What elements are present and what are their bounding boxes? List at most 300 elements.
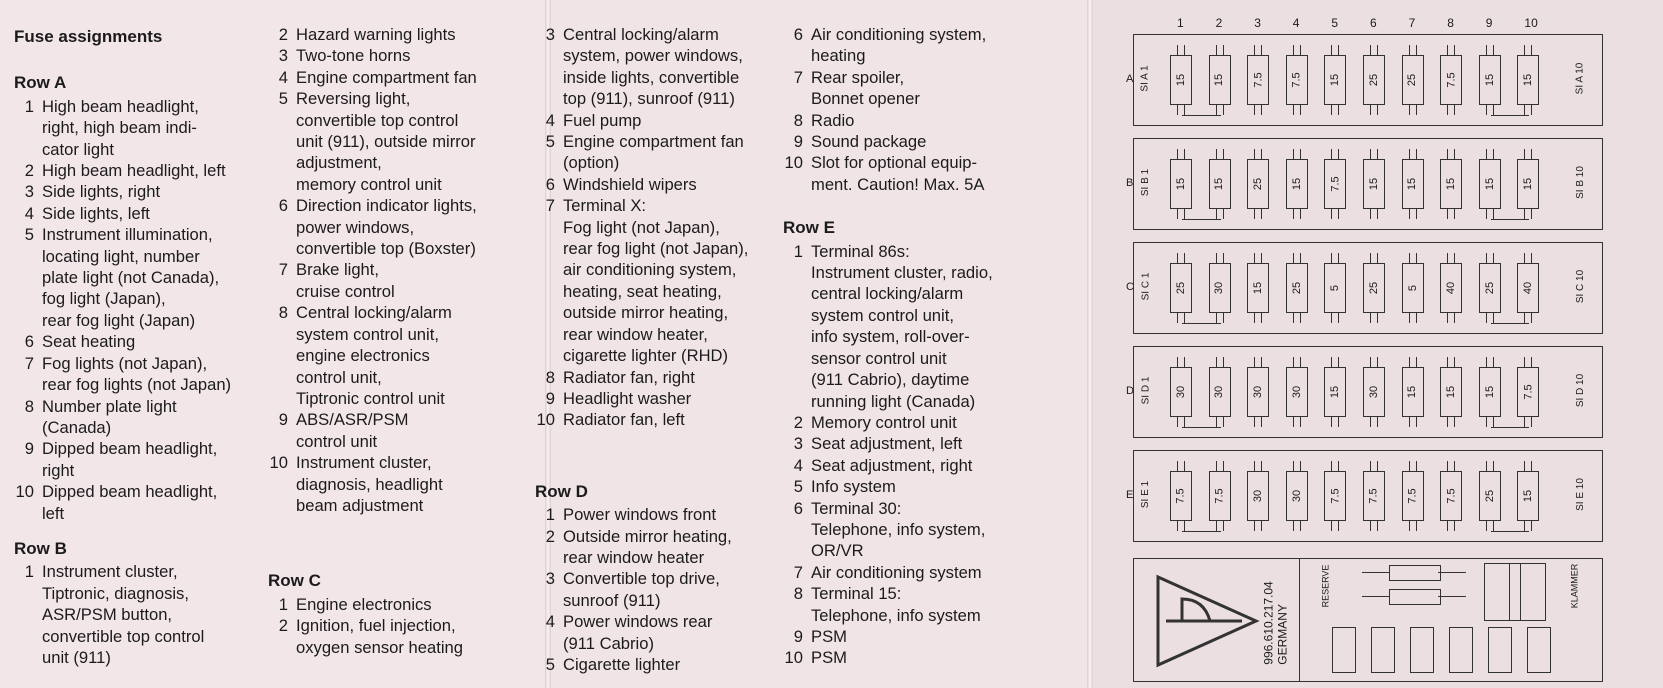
fuse-number: 1	[278, 594, 288, 614]
fuse-slot	[1247, 367, 1269, 417]
fuse-entry	[783, 476, 1045, 497]
fuse-slot	[1209, 471, 1231, 521]
fuse-rating: 25	[1368, 73, 1380, 87]
fuse-description: Terminal 30: Telephone, info system, OR/VR	[811, 498, 986, 561]
fuse-rating: 15	[1290, 177, 1303, 191]
fuse-entry	[268, 195, 540, 259]
fuse-terminal	[1293, 417, 1301, 427]
fuse-terminal	[1293, 357, 1301, 367]
spare-fuse-slot	[1449, 627, 1473, 673]
fuse-entry	[268, 67, 540, 88]
fuse-number: 8	[545, 367, 555, 387]
fuse-terminal	[1447, 149, 1455, 159]
fuse-terminal	[1370, 253, 1378, 263]
fuse-entry	[783, 412, 1045, 433]
part-number-label	[1262, 581, 1290, 664]
fuse-description: Terminal 15: Telephone, info system	[811, 584, 981, 625]
fuse-rating: 30	[1290, 489, 1303, 503]
fuse-terminal	[1486, 461, 1494, 471]
fuse-slot	[1324, 55, 1346, 105]
fuse-description: Brake light, cruise control	[296, 260, 395, 301]
fuse-number: 3	[278, 46, 288, 66]
fuse-rating: 15	[1445, 385, 1458, 399]
fuse-number: 3	[24, 182, 34, 202]
bus-bar	[1491, 421, 1530, 428]
fuse-number: 2	[278, 616, 288, 636]
fuse-entry	[535, 131, 795, 174]
bus-bar	[1491, 109, 1530, 116]
fuse-terminal	[1216, 149, 1224, 159]
fuse-terminal	[1331, 253, 1339, 263]
fuse-slot	[1517, 367, 1539, 417]
wire	[1362, 596, 1390, 597]
fuse-terminal	[1409, 461, 1417, 471]
fuse-terminal	[1370, 417, 1378, 427]
fuse-entry	[783, 455, 1045, 476]
fuse-slot	[1440, 159, 1462, 209]
fuse-description: Convertible top drive, sunroof (911)	[563, 569, 720, 610]
fuse-description: PSM	[811, 648, 847, 668]
fuse-row	[1126, 346, 1603, 438]
fuse-description: Terminal 86s: Instrument cluster, radio, central locking/alarm system control unit, info system, roll-over- sensor control unit (911 Cabrio), daytime running light (Canada)	[811, 241, 993, 411]
fuse-slot	[1402, 55, 1424, 105]
fuse-terminal	[1447, 357, 1455, 367]
fuse-number: 6	[793, 498, 803, 518]
fuse-number: 3	[545, 569, 555, 589]
fuse-slot	[1517, 55, 1539, 105]
fuse-number: 6	[278, 196, 288, 216]
fuse-description: Radiator fan, right	[563, 367, 695, 387]
fuse-description: Slot for optional equip- ment. Caution! Max. 5A	[811, 153, 985, 194]
fuse-slot	[1324, 159, 1346, 209]
fuse-slot	[1440, 367, 1462, 417]
fuse-number: 5	[24, 225, 34, 245]
fuse-description: Direction indicator lights, power windows, convertible top (Boxster)	[296, 196, 477, 259]
part-number: 996.610.217.04	[1261, 581, 1276, 665]
fuse-slot	[1402, 263, 1424, 313]
fuse-terminal	[1447, 45, 1455, 55]
fuse-terminal	[1254, 357, 1262, 367]
fuse-rating: 7.5	[1329, 176, 1342, 192]
column-number: 9	[1485, 16, 1493, 30]
fuse-terminal	[1447, 209, 1455, 219]
fuse-terminal	[1293, 105, 1301, 115]
fuse-entry	[783, 433, 1045, 454]
fuse-number: 7	[545, 196, 555, 216]
fuse-terminal	[1254, 313, 1262, 323]
fuse-number: 8	[278, 303, 288, 323]
fuse-entry	[783, 67, 1045, 110]
fuse-slot	[1324, 367, 1346, 417]
fuse-rating: 7.5	[1329, 488, 1342, 504]
fuse-terminal	[1254, 521, 1262, 531]
fuse-terminal	[1216, 357, 1224, 367]
fuse-entry	[14, 160, 276, 181]
fuse-entry	[535, 611, 795, 654]
fuse-slot	[1479, 263, 1501, 313]
fuse-terminal	[1293, 313, 1301, 323]
row-end-id: SI A 10	[1574, 62, 1586, 95]
spare-fuse-horizontal	[1389, 589, 1441, 605]
fuse-rating: 7.5	[1406, 488, 1419, 504]
page-heading: Fuse assignments	[14, 27, 163, 46]
fuse-rating: 7.5	[1445, 72, 1458, 88]
fuse-terminal	[1409, 417, 1417, 427]
fuse-slot	[1517, 263, 1539, 313]
fuse-terminal	[1331, 313, 1339, 323]
fuse-number: 1	[793, 241, 803, 261]
fuse-entry	[535, 388, 795, 409]
fuse-rating: 15	[1483, 73, 1496, 87]
fuse-terminal	[1409, 149, 1417, 159]
fuse-terminal	[1486, 45, 1494, 55]
fuse-description: Dipped beam headlight, left	[42, 482, 218, 523]
fuse-number: 6	[793, 25, 803, 44]
bus-bar	[1491, 317, 1530, 324]
fuse-slot	[1170, 471, 1192, 521]
fuse-description: Headlight washer	[563, 388, 692, 408]
fuse-description: Engine compartment fan	[296, 67, 477, 87]
fuse-entry	[783, 131, 1045, 152]
fuse-description: Number plate light (Canada)	[42, 396, 177, 437]
row-b-list	[14, 561, 276, 668]
fuse-rating: 30	[1213, 281, 1226, 295]
fuse-slot	[1286, 159, 1308, 209]
logo-triangle-icon	[1152, 573, 1262, 669]
fuse-slot	[1324, 263, 1346, 313]
divider	[1299, 559, 1300, 681]
fuse-terminal	[1293, 253, 1301, 263]
fuse-row	[1126, 34, 1603, 126]
fuse-entry	[14, 224, 276, 331]
fuse-terminal	[1409, 253, 1417, 263]
fuse-row	[1126, 450, 1603, 542]
spare-fuse-slot	[1332, 627, 1356, 673]
fuse-description: Seat adjustment, left	[811, 434, 963, 454]
fuse-number: 4	[545, 612, 555, 632]
clamp-jaw	[1509, 564, 1521, 620]
fuse-description: Radio	[811, 110, 855, 130]
fuse-rating: 15	[1483, 177, 1496, 191]
fuse-slot	[1479, 367, 1501, 417]
fuse-description: Power windows front	[563, 505, 717, 525]
row-a-title: Row A	[14, 73, 67, 93]
fuse-slot	[1247, 55, 1269, 105]
fuse-number: 8	[793, 584, 803, 604]
fuse-entry	[268, 302, 540, 409]
fuse-number: 5	[545, 132, 555, 152]
fuse-slot	[1402, 471, 1424, 521]
fuse-terminal	[1331, 461, 1339, 471]
fuse-terminal	[1331, 209, 1339, 219]
fuse-description: Two-tone horns	[296, 46, 411, 66]
bus-bar	[1182, 421, 1221, 428]
fuse-slot	[1170, 367, 1192, 417]
fuse-number: 8	[793, 110, 803, 130]
fuse-number: 5	[278, 89, 288, 109]
fuse-entry	[783, 562, 1045, 583]
fuse-terminal	[1254, 253, 1262, 263]
fuse-terminal	[1293, 45, 1301, 55]
fuse-entry	[535, 526, 795, 569]
bus-bar	[1182, 109, 1221, 116]
row-c-list-continued	[535, 24, 795, 431]
fuse-slot	[1247, 159, 1269, 209]
fuse-description: Radiator fan, left	[563, 410, 685, 430]
fuse-terminal	[1524, 357, 1532, 367]
fuse-rating: 15	[1522, 489, 1535, 503]
fuse-entry	[535, 367, 795, 388]
fuse-slot	[1170, 263, 1192, 313]
fuse-entry	[14, 203, 276, 224]
fuse-description: Side lights, left	[42, 203, 150, 223]
fuse-description: Fog lights (not Japan), rear fog lights (not Japan)	[42, 353, 232, 395]
fuse-description: Central locking/alarm system, power windows, inside lights, convertible top (911), sunroof (911)	[563, 25, 743, 109]
fuse-slot	[1209, 159, 1231, 209]
fuse-description: Info system	[811, 477, 896, 497]
fuse-entry	[535, 110, 795, 131]
fuse-slot	[1247, 263, 1269, 313]
fuse-number: 10	[784, 648, 803, 668]
fuse-terminal	[1370, 45, 1378, 55]
fuse-number: 7	[278, 260, 288, 280]
fuse-terminal	[1486, 253, 1494, 263]
fuse-number: 3	[545, 25, 555, 44]
fuse-entry	[535, 195, 795, 366]
fuse-number: 4	[24, 203, 34, 223]
fuse-number: 1	[545, 505, 555, 525]
column-1	[14, 0, 276, 668]
fuse-terminal	[1370, 209, 1378, 219]
row-end-id: SI C 10	[1575, 269, 1587, 304]
fuse-entry	[14, 331, 276, 352]
bus-bar	[1491, 525, 1530, 532]
fuse-terminal	[1409, 45, 1417, 55]
fuse-terminal	[1370, 521, 1378, 531]
fuse-slot	[1209, 263, 1231, 313]
fuse-number: 5	[545, 654, 555, 674]
fuse-rating: 25	[1290, 281, 1303, 295]
fuse-slot	[1402, 159, 1424, 209]
fuse-number: 4	[793, 455, 803, 475]
fuse-number: 9	[793, 132, 803, 152]
fuse-box-diagram	[1126, 10, 1613, 680]
column-number: 3	[1254, 16, 1261, 30]
bus-bar	[1182, 317, 1221, 324]
fuse-terminal	[1409, 357, 1417, 367]
fuse-terminal	[1293, 149, 1301, 159]
fuse-rating: 25	[1483, 281, 1496, 295]
fuse-number: 2	[24, 161, 34, 181]
fuse-slot	[1363, 263, 1385, 313]
fuse-entry	[535, 568, 795, 611]
column-number: 7	[1408, 16, 1416, 30]
fuse-number: 8	[24, 396, 34, 416]
row-letter: D	[1126, 385, 1134, 397]
fuse-terminal	[1447, 253, 1455, 263]
fuse-rating: 7.5	[1290, 72, 1303, 88]
fuse-rating: 15	[1445, 177, 1458, 191]
fuse-terminal	[1447, 313, 1455, 323]
fuse-description: ABS/ASR/PSM control unit	[296, 410, 409, 451]
spare-fuse-slot	[1488, 627, 1512, 673]
fuse-entry	[268, 594, 540, 615]
fuse-terminal	[1447, 105, 1455, 115]
row-d-title: Row D	[535, 481, 588, 501]
fuse-description: Sound package	[811, 132, 927, 152]
fuse-terminal	[1486, 357, 1494, 367]
column-3	[535, 24, 795, 675]
fuse-description: Ignition, fuel injection, oxygen sensor heating	[296, 616, 463, 657]
fuse-terminal	[1331, 521, 1339, 531]
fuse-rating: 7.5	[1522, 384, 1535, 400]
fuse-description: Instrument illumination, locating light, number plate light (not Canada), fog light (Japan), rear fog light (Japan)	[42, 225, 220, 330]
fuse-slot	[1363, 159, 1385, 209]
fuse-terminal	[1447, 417, 1455, 427]
fuse-description: Instrument cluster, diagnosis, headlight beam adjustment	[296, 453, 443, 515]
fuse-entry	[535, 654, 795, 675]
fuse-slot	[1440, 263, 1462, 313]
bus-bar	[1182, 525, 1221, 532]
fuse-puller-clamp	[1484, 563, 1546, 621]
fuse-entry	[268, 45, 540, 66]
fuse-entry	[783, 110, 1045, 131]
fuse-entry	[535, 174, 795, 195]
fuse-terminal	[1216, 45, 1224, 55]
fuse-slot	[1209, 55, 1231, 105]
fuse-rating: 7.5	[1445, 488, 1458, 504]
fuse-entry	[268, 409, 540, 452]
fuse-rating: 15	[1175, 177, 1187, 191]
fuse-slot	[1247, 471, 1269, 521]
fuse-terminal	[1370, 313, 1378, 323]
fuse-terminal	[1254, 209, 1262, 219]
fuse-terminal	[1254, 417, 1262, 427]
fuse-entry	[535, 409, 795, 430]
column-number: 2	[1215, 16, 1223, 30]
fuse-terminal	[1177, 253, 1185, 263]
row-start-id: SI E 1	[1140, 480, 1152, 509]
fuse-number: 2	[278, 25, 288, 44]
fuse-entry	[268, 24, 540, 45]
fuse-terminal	[1177, 45, 1185, 55]
fuse-entry	[14, 561, 276, 668]
row-d-list-continued	[783, 24, 1045, 195]
fuse-rating: 30	[1175, 385, 1187, 399]
spare-fuse-slot	[1410, 627, 1434, 673]
fuse-description: Air conditioning system	[811, 562, 982, 582]
fuse-number: 10	[784, 153, 803, 173]
fuse-terminal	[1370, 357, 1378, 367]
wire	[1362, 572, 1390, 573]
fuse-slot	[1286, 471, 1308, 521]
fuse-entry	[535, 504, 795, 525]
fuse-terminal	[1524, 461, 1532, 471]
fuse-description: Dipped beam headlight, right	[42, 439, 218, 480]
fuse-rating: 15	[1329, 73, 1342, 87]
fuse-description: Air conditioning system, heating	[811, 25, 987, 66]
row-start-id: SI D 1	[1140, 376, 1152, 405]
fuse-slot	[1170, 55, 1192, 105]
fuse-terminal	[1331, 105, 1339, 115]
fuse-number: 10	[536, 410, 555, 430]
row-end-id: SI E 10	[1574, 478, 1586, 511]
fuse-number: 9	[278, 410, 288, 430]
fuse-description: Rear spoiler, Bonnet opener	[811, 67, 920, 109]
fuse-description: Side lights, right	[42, 182, 161, 202]
fuse-number: 7	[793, 67, 803, 87]
row-start-id: SI A 1	[1139, 65, 1151, 92]
fuse-slot	[1517, 471, 1539, 521]
fuse-description: Engine electronics	[296, 594, 432, 614]
fuse-entry	[783, 626, 1045, 647]
fuse-rating: 30	[1368, 385, 1380, 399]
fuse-rating: 7.5	[1174, 488, 1187, 504]
spare-fuse-horizontal	[1389, 565, 1441, 581]
fuse-terminal	[1331, 357, 1339, 367]
row-start-id: SI B 1	[1140, 168, 1152, 197]
wire	[1438, 596, 1466, 597]
fuse-terminal	[1447, 461, 1455, 471]
fuse-terminal	[1409, 313, 1417, 323]
row-letter: E	[1126, 489, 1134, 501]
fuse-rating: 25	[1252, 177, 1265, 191]
spare-fuse-slot	[1527, 627, 1551, 673]
fuse-terminal	[1370, 105, 1378, 115]
fuse-terminal	[1524, 149, 1532, 159]
fuse-slot	[1440, 471, 1462, 521]
fuse-terminal	[1331, 417, 1339, 427]
fuse-terminal	[1409, 105, 1417, 115]
row-start-id: SI C 1	[1140, 272, 1152, 301]
fuse-entry	[14, 396, 276, 439]
column-number: 5	[1331, 16, 1339, 30]
fuse-number: 3	[793, 434, 803, 454]
fuse-entry	[783, 24, 1045, 67]
fuse-rating: 25	[1483, 489, 1496, 503]
fuse-rating: 30	[1252, 385, 1265, 399]
fuse-rating: 30	[1213, 385, 1226, 399]
fuse-rating: 15	[1406, 385, 1419, 399]
fuse-description: Cigarette lighter	[563, 654, 681, 674]
fuse-terminal	[1370, 461, 1378, 471]
row-c-list	[268, 594, 540, 658]
fuse-slot	[1363, 55, 1385, 105]
fuse-slot	[1479, 471, 1501, 521]
fuse-description: Hazard warning lights	[296, 25, 456, 44]
fuse-number: 9	[24, 439, 34, 459]
row-c-title: Row C	[268, 571, 321, 591]
row-end-id: SI D 10	[1575, 373, 1587, 408]
fuse-rating: 15	[1213, 73, 1226, 87]
fuse-number: 1	[24, 96, 34, 116]
fuse-slot	[1286, 367, 1308, 417]
column-number: 4	[1292, 16, 1300, 30]
fuse-rating: 15	[1175, 73, 1187, 87]
fuse-rating: 15	[1368, 177, 1380, 191]
column-number: 8	[1447, 16, 1454, 30]
fuse-description: Seat heating	[42, 332, 136, 352]
fuse-entry	[783, 647, 1045, 668]
fuse-terminal	[1177, 357, 1185, 367]
bus-bar	[1182, 213, 1221, 220]
bus-bar	[1491, 213, 1530, 220]
fuse-terminal	[1293, 521, 1301, 531]
fuse-entry	[268, 452, 540, 516]
fuse-terminal	[1524, 45, 1532, 55]
fuse-description: Instrument cluster, Tiptronic, diagnosis, ASR/PSM button, convertible top control unit (911)	[42, 562, 205, 667]
fuse-terminal	[1331, 45, 1339, 55]
